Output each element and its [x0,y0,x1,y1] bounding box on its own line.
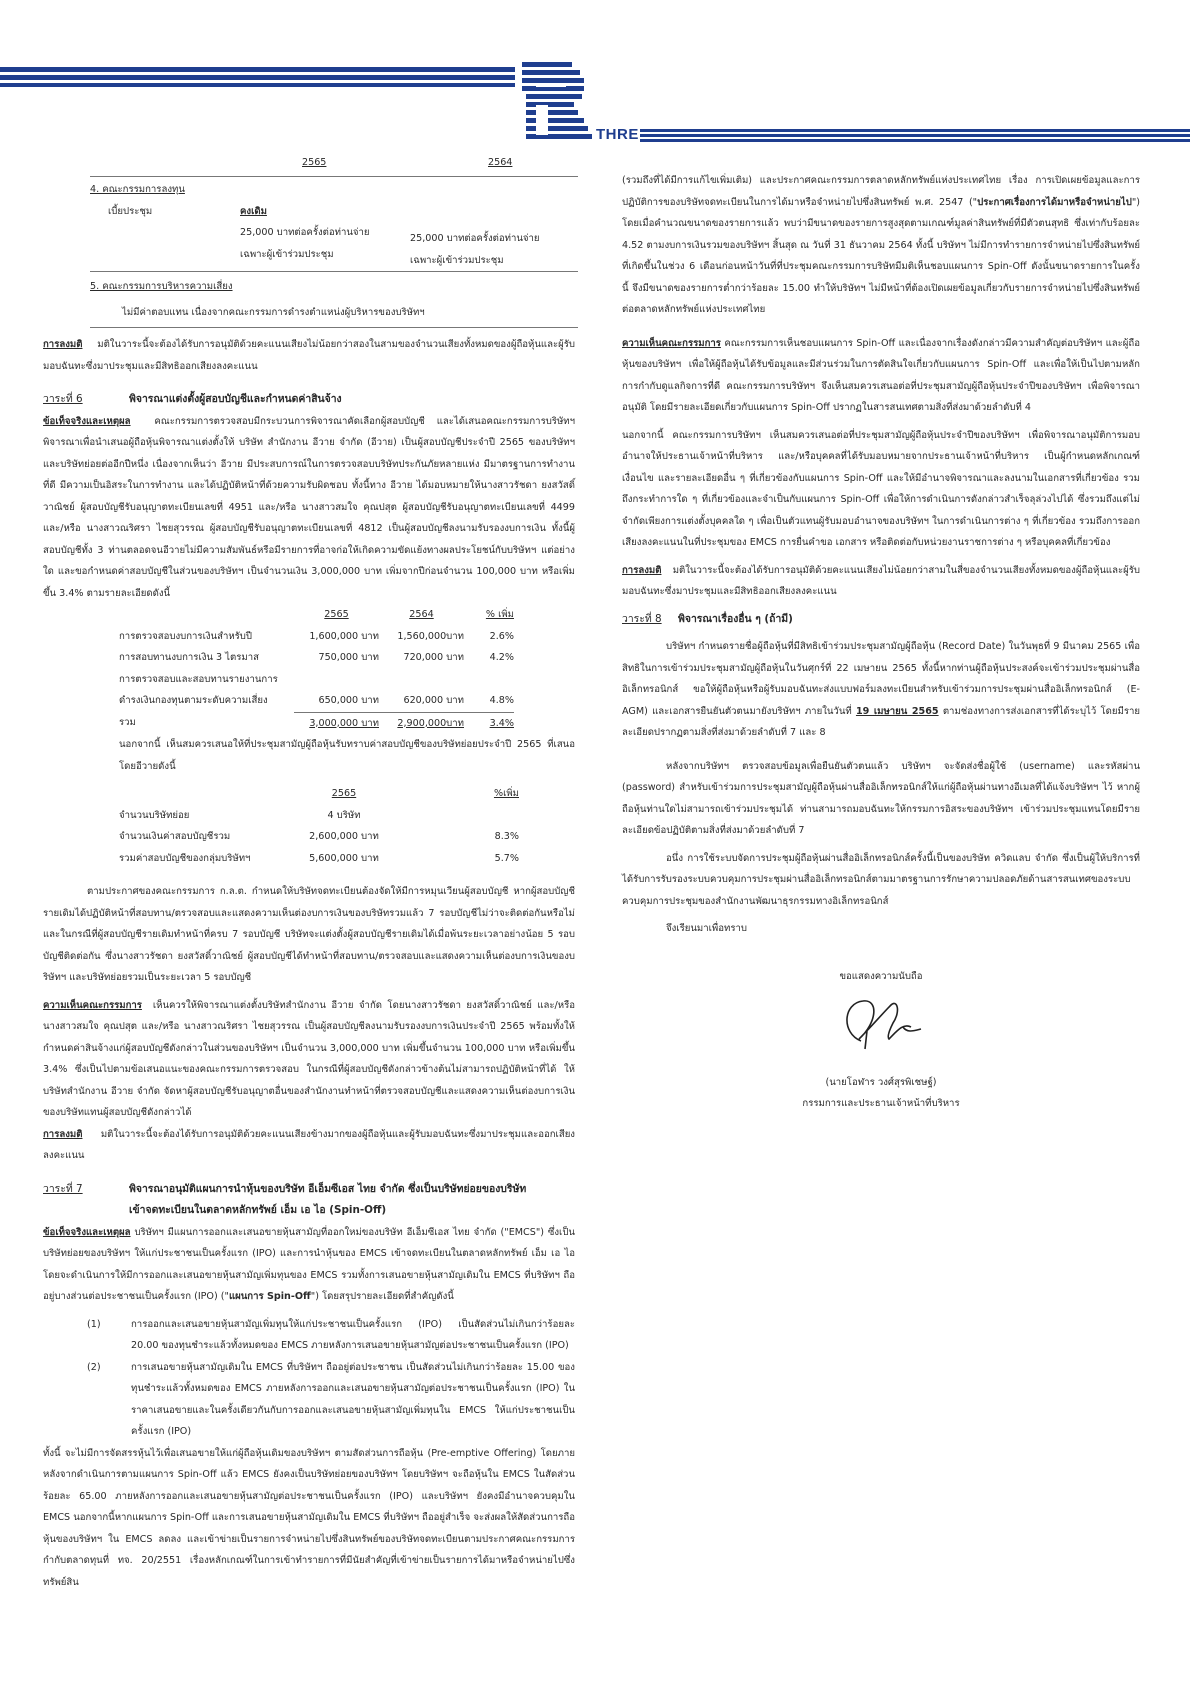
header-stripe [640,139,1190,142]
registration-deadline: 19 เมษายน 2565 [855,705,939,717]
salutation: ขอแสดงความนับถือ [839,970,923,982]
audit-fee-table [119,604,519,734]
table-row: การตรวจสอบและสอบทานรายงานการ [119,673,278,685]
table-row: การตรวจสอบงบการเงินสำหรับปี 1,600,000 บาท 1,560,000บาท 2.6% [119,630,514,642]
column-header: % เพิ่ม [485,609,514,620]
status-unchanged: คงเดิม [240,205,267,217]
right-column [622,170,1140,1115]
resolution-label: การลงมติ [43,339,83,350]
column-header: 2565 [324,609,349,620]
subsidiary-intro: นอกจากนี้ เห็นสมควรเสนอให้ที่ประชุมสามัญผู้ถือหุ้นรับทราบค่าสอบบัญชีของบริษัทย่อยประจำปี 2565 ที่เสนอโดยอีวายดังนี้ [119,739,575,772]
column-header-2565: 2565 [302,157,327,168]
table-row: จำนวนเงินค่าสอบบัญชีรวม 2,600,000 บาท 8.3% [119,831,519,842]
header-stripe [640,134,1190,137]
board-opinion-paragraph: ความเห็นคณะกรรมการ เห็นควรให้พิจารณาแต่งตั้งบริษัทสำนักงาน อีวาย จำกัด โดยนางสาวรัชดา ยงสวัสดิ์วาณิชย์ และ/หรือนางสาวสมใจ คุณปสุต และ/หรือ นางสาวณริศรา ไชยสุวรรณ เป็นผู้สอบบัญชีลงนามรับรองงบการเงินประจำปี 2565 พร้อมทั้งให้กำหนดค่าสินจ้างแก่ผู้สอบบัญชีดังกล่าวในส่วนของบริษัทฯ เป็นจำนวน 3,000,000 บาท เพิ่มขึ้นจำนวน 100,000 บาท หรือเพิ่มขึ้น 3.4% ซึ่งเป็นไปตามข้อเสนอแนะของคณะกรรมการตรวจสอบ ในกรณีที่ผู้สอบบัญชีดังกล่าวข้างต้นไม่สามารถปฏิบัติหน้าที่ได้ ให้บริษัทสำนักงาน อีวาย จำกัด จัดหาผู้สอบบัญชีรับอนุญาตอื่นของสำนักงานทำหน้าที่ตรวจสอบบัญชีและแสดงความเห็นต่องบการเงินของบริษัทแทนผู้สอบบัญชีดังกล่าวได้ [43,999,576,1118]
signatory-title: กรรมการและประธานเจ้าหน้าที่บริหาร [802,1098,960,1109]
authority-paragraph: นอกจากนี้ คณะกรรมการบริษัทฯ เห็นสมควรเสนอต่อที่ประชุมสามัญผู้ถือหุ้นประจำปีของบริษัทฯ เพื่อพิจารณาอนุมัติการมอบอำนาจให้ประธานเจ้าหน้าที่บริหาร และ/หรือบุคคลที่ได้รับมอบหมายจากประธานเจ้าหน้าที่บริหาร เป็นผู้กำหนดหลักเกณฑ์ เงื่อนไข และรายละเอียดอื่น ๆ ที่เกี่ยวข้องกับแผนการ Spin-Off และให้มีอำนาจพิจารณาและลงนามในเอกสารที่เกี่ยวข้อง รวมถึงกระทำการใด ๆ ที่เกี่ยวข้องและจำเป็นกับแผนการ Spin-Off เพื่อให้การดำเนินการดังกล่าวสำเร็จลุล่วงไปได้ ซึ่งรวมถึงแต่ไม่จำกัดเพียงการแต่งตั้งบุคคลใด ๆ เพื่อเป็นตัวแทนผู้รับมอบอำนาจของบริษัทฯ ในการดำเนินการต่าง ๆ ที่เกี่ยวข้อง รวมถึงการออกเสียงลงคะแนนในที่ประชุมของ EMCS การยื่นคำขอ เอกสาร หรือติดต่อกับหน่วยงานราชการต่าง ๆ หรือบุคคลที่เกี่ยวข้อง [622,429,1140,548]
company-logo-icon [522,62,592,142]
investment-committee-title: 4. คณะกรรมการลงทุน [90,184,185,195]
table-row: จำนวนบริษัทย่อย 4 บริษัท [119,809,361,821]
left-column [43,152,575,1593]
credentials-paragraph: หลังจากบริษัทฯ ตรวจสอบข้อมูลเพื่อยืนยันตัวตนแล้ว บริษัทฯ จะจัดส่งชื่อผู้ใช้ (username) และรหัสผ่าน (password) สำหรับเข้าร่วมการประชุมสามัญผู้ถือหุ้นผ่านสื่ออิเล็กทรอนิกส์ให้แก่ผู้ถือหุ้นผ่านทางอีเมลที่ได้แจ้งบริษัทฯ ไว้ หากผู้ถือหุ้นท่านใดไม่สามารถเข้าร่วมประชุมได้ ท่านสามารถมอบฉันทะให้กรรมการอิสระของบริษัทฯ เข้าร่วมประชุมแทนโดยมีรายละเอียดข้อปฏิบัติตามสิ่งที่ส่งมาด้วยลำดับที่ 7 [622,760,1140,836]
facts-paragraph: ข้อเท็จจริงและเหตุผล คณะกรรมการตรวจสอบมีกระบวนการพิจารณาคัดเลือกผู้สอบบัญชี และได้เสนอคณะกรรมการบริษัทฯ พิจารณาเพื่อนำเสนอผู้ถือหุ้นพิจารณาแต่งตั้งให้ บริษัท สำนักงาน อีวาย จำกัด (อีวาย) เป็นผู้สอบบัญชีประจำปี 2565 ของบริษัทฯ และบริษัทย่อยต่ออีกปีหนึ่ง เนื่องจากเห็นว่า อีวาย มีประสบการณ์ในการตรวจสอบบริษัทประกันภัยหลายแห่ง มีมาตรฐานการทำงานที่ดี มีความเป็นอิสระในการทำงาน และได้ปฏิบัติหน้าที่ด้วยความรับผิดชอบ ทั้งนี้ทาง อีวาย ได้มอบหมายให้นางสาวรัชดา ยงสวัสดิ์วาณิชย์ ผู้สอบบัญชีรับอนุญาตทะเบียนเลขที่ 4951 และ/หรือ นางสาวสมใจ คุณปสุต ผู้สอบบัญชีรับอนุญาตทะเบียนเลขที่ 4499 และ/หรือ นางสาวณริศรา ไชยสุวรรณ ผู้สอบบัญชีรับอนุญาตทะเบียนเลขที่ 4812 เป็นผู้สอบบัญชีลงนามรับรองงบการเงิน ทั้งนี้ผู้สอบบัญชีทั้ง 3 ท่านตลอดจนอีวายไม่มีความสัมพันธ์หรือมีรายการที่อาจก่อให้เกิดความขัดแย้งทางผลประโยชน์กับบริษัทฯ แต่อย่างใด และขอกำหนดค่าสอบบัญชีในส่วนของบริษัทฯ เป็นจำนวนเงิน 3,000,000 บาท เพิ่มจากปีก่อนจำนวน 100,000 บาท หรือเพิ่มขึ้น 3.4% ตามรายละเอียดดังนี้ [43,415,575,599]
agenda-7-subheading: เข้าจดทะเบียนในตลาดหลักทรัพย์ เอ็ม เอ ไอ (Spin-Off) [129,1204,387,1216]
record-date-paragraph: บริษัทฯ กำหนดรายชื่อผู้ถือหุ้นที่มีสิทธิเข้าร่วมประชุมสามัญผู้ถือหุ้น (Record Date) ในวันพุธที่ 9 มีนาคม 2565 เพื่อสิทธิในการเข้าร่วมประชุมสามัญผู้ถือหุ้นในวันศุกร์ที่ 22 เมษายน 2565 ทั้งนี้หากท่านผู้ถือหุ้นประสงค์จะเข้าร่วมประชุมผ่านสื่ออิเล็กทรอนิกส์ ขอให้ผู้ถือหุ้นหรือผู้รับมอบฉันทะส่งแบบฟอร์มลงทะเบียนสำหรับเข้าร่วมการประชุมผ่านสื่ออิเล็กทรอนิกส์ (E-AGM) และเอกสารยืนยันตัวตนมายังบริษัทฯ ภายในวันที่ 19 เมษายน 2565 ตามช่องทางการส่งเอกสารที่ได้ระบุไว้ โดยมีรายละเอียดปรากฏตามสิ่งที่ส่งมาด้วยลำดับที่ 7 และ 8 [622,641,1140,738]
meeting-allowance-label: เบี้ยประชุม [108,205,153,217]
fee-2564-line1: 25,000 บาทต่อครั้งต่อท่านจ่าย [410,233,540,244]
agenda-8-heading: วาระที่ 8 พิจารณาเรื่องอื่น ๆ (ถ้ามี) [622,612,793,625]
table-total-row: รวม 3,000,000 บาท 2,900,000บาท 3.4% [119,712,519,735]
fee-2564-line2: เฉพาะผู้เข้าร่วมประชุม [410,254,504,266]
list-item: (1) การออกและเสนอขายหุ้นสามัญเพิ่มทุนให้แก่ประชาชนเป็นครั้งแรก (IPO) เป็นสัดส่วนไม่เกินกว่าร้อยละ 20.00 ของทุนชำระแล้วทั้งหมดของ EMCS ภายหลังการเสนอขายหุ้นสามัญต่อประชาชนเป็นครั้งแรก (IPO) [87,1318,575,1351]
list-item: (2) การเสนอขายหุ้นสามัญเดิมใน EMCS ที่บริษัทฯ ถืออยู่ต่อประชาชน เป็นสัดส่วนไม่เกินกว่าร้อยละ 15.00 ของทุนชำระแล้วทั้งหมดของ EMCS ภายหลังการออกและเสนอขายหุ้นสามัญต่อประชาชนเป็นครั้งแรก (IPO) ในราคาเสนอขายและในครั้งเดียวกันกับการออกและเสนอขายหุ้นสามัญเพิ่มทุนใน EMCS ให้แก่ประชาชนเป็นครั้งแรก (IPO) [87,1361,575,1437]
header-stripe [640,129,1190,132]
header-stripe [0,67,515,72]
table-row: การสอบทานงบการเงิน 3 ไตรมาส 750,000 บาท 720,000 บาท 4.2% [119,652,514,663]
system-paragraph: อนึ่ง การใช้ระบบจัดการประชุมผู้ถือหุ้นผ่านสื่ออิเล็กทรอนิกส์ครั้งนี้เป็นของบริษัท ควิดแลบ จำกัด ซึ่งเป็นผู้ให้บริการที่ได้รับการรับรองระบบควบคุมการประชุมผ่านสื่ออิเล็กทรอนิกส์ตามมาตรฐานการรักษาความปลอดภัยด้านสารสนเทศของระบบควบคุมการประชุมของสำนักงานพัฒนาธุรกรรมทางอิเล็กทรอนิกส์ [622,852,1140,907]
resolution-paragraph: การลงมติ มติในวาระนี้จะต้องได้รับการอนุมัติด้วยคะแนนเสียงไม่น้อยกว่าสามในสี่ของจำนวนเสียงทั้งหมดของผู้ถือหุ้นและผู้รับมอบฉันทะซึ่งมาประชุมและมีสิทธิออกเสียงลงคะแนน [622,564,1140,597]
signature-icon [831,993,941,1053]
fee-2565-line2: เฉพาะผู้เข้าร่วมประชุม [240,248,334,260]
table-row: รวมค่าสอบบัญชีของกลุ่มบริษัทฯ 5,600,000 บาท 5.7% [119,852,519,864]
continued-paragraph: (รวมถึงที่ได้มีการแก้ไขเพิ่มเติม) และประกาศคณะกรรมการตลาดหลักทรัพย์แห่งประเทศไทย เรื่อง การเปิดเผยข้อมูลและการปฏิบัติการของบริษัทจดทะเบียนในการได้มาหรือจำหน่ายไปซึ่งสินทรัพย์ พ.ศ. 2547 ("ประกาศเรื่องการได้มาหรือจำหน่ายไป") โดยเมื่อคำนวณขนาดของรายการแล้ว พบว่ามีขนาดของรายการสูงสุดตามเกณฑ์มูลค่าสินทรัพย์ที่มีตัวตนสุทธิ ซึ่งเท่ากับร้อยละ 4.52 ตามงบการเงินรวมของบริษัทฯ สิ้นสุด ณ วันที่ 31 ธันวาคม 2564 ทั้งนี้ บริษัทฯ ไม่มีการทำรายการจำหน่ายไปซึ่งสินทรัพย์ที่เกิดขึ้นในช่วง 6 เดือนก่อนหน้าวันที่ที่ประชุมคณะกรรมการบริษัทมีมติเห็นชอบแผนการ Spin-Off ดังนั้นขนาดรายการในครั้งนี้ จึงมีขนาดของรายการต่ำกว่าร้อยละ 15.00 ทำให้บริษัทฯ ไม่มีหน้าที่ต้องเปิดเผยข้อมูลเกี่ยวกับรายการจำหน่ายไปซึ่งสินทรัพย์ต่อตลาดหลักทรัพย์แห่งประเทศไทย [622,175,1140,315]
column-header: 2565 [331,788,357,799]
company-logo-text: THRE [596,126,639,143]
rotation-paragraph: ตามประกาศของคณะกรรมการ ก.ล.ต. กำหนดให้บริษัทจดทะเบียนต้องจัดให้มีการหมุนเวียนผู้สอบบัญชี หากผู้สอบบัญชีรายเดิมได้ปฏิบัติหน้าที่สอบทาน/ตรวจสอบและแสดงความเห็นต่องบการเงินของบริษัทรวมแล้ว 7 รอบบัญชีไม่ว่าจะติดต่อกันหรือไม่ และในกรณีที่ผู้สอบบัญชีรายเดิมทำหน้าที่ครบ 7 รอบบัญชี บริษัทจะแต่งตั้งผู้สอบบัญชีรายเดิมได้เมื่อพ้นระยะเวลาอย่างน้อย 5 รอบบัญชีติดต่อกัน ซึ่งนางสาวรัชดา ยงสวัสดิ์วาณิชย์ ผู้สอบบัญชีได้ทำหน้าที่สอบทาน/ตรวจสอบและแสดงความเห็นต่องบการเงินของบริษัทฯ และบริษัทย่อยรวมเป็นระยะเวลา 5 รอบบัญชี [43,886,575,983]
preemptive-paragraph: ทั้งนี้ จะไม่มีการจัดสรรหุ้นไว้เพื่อเสนอขายให้แก่ผู้ถือหุ้นเดิมของบริษัทฯ ตามสัดส่วนการถือหุ้น (Pre-emptive Offering) โดยภายหลังจากดำเนินการตามแผนการ Spin-Off แล้ว EMCS ยังคงเป็นบริษัทย่อยของบริษัทฯ โดยบริษัทฯ จะถือหุ้นใน EMCS ในสัดส่วนร้อยละ 65.00 ภายหลังการออกและเสนอขายหุ้นสามัญต่อประชาชนเป็นครั้งแรก (IPO) และบริษัทฯ ยังคงมีอำนาจควบคุมใน EMCS นอกจากนี้หากแผนการ Spin-Off และการเสนอขายหุ้นสามัญเดิมใน EMCS ที่บริษัทฯ ถืออยู่สำเร็จ จะส่งผลให้สัดส่วนการถือหุ้นของบริษัทฯ ใน EMCS ลดลง และเข้าข่ายเป็นรายการจำหน่ายไปซึ่งสินทรัพย์ของบริษัทจดทะเบียนตามประกาศคณะกรรมการกำกับตลาดทุนที่ ทจ. 20/2551 เรื่องหลักเกณฑ์ในการเข้าทำรายการที่มีนัยสำคัญที่เข้าข่ายเป็นรายการได้มาหรือจำหน่ายไปซึ่งทรัพย์สิน [43,1447,575,1588]
board-opinion-paragraph: ความเห็นคณะกรรมการ คณะกรรมการเห็นชอบแผนการ Spin-Off และเนื่องจากเรื่องดังกล่าวมีความสำคัญต่อบริษัทฯ และผู้ถือหุ้นของบริษัทฯ เพื่อให้ผู้ถือหุ้นได้รับข้อมูลและมีส่วนร่วมในการตัดสินใจเกี่ยวกับแผนการ Spin-Off และเพื่อให้เป็นไปตามหลักการกำกับดูแลกิจการที่ดี คณะกรรมการบริษัทฯ จึงเห็นสมควรเสนอต่อที่ประชุมสามัญผู้ถือหุ้นประจำปีของบริษัทฯ เพื่อพิจารณาอนุมัติ โดยมีรายละเอียดเกี่ยวกับแผนการ Spin-Off ปรากฏในสารสนเทศตามสิ่งที่ส่งมาด้วยลำดับที่ 4 [622,337,1140,413]
resolution-paragraph: การลงมติ มติในวาระนี้จะต้องได้รับการอนุมัติด้วยคะแนนเสียงข้างมากของผู้ถือหุ้นและผู้รับมอบฉันทะซึ่งมาประชุมและออกเสียงลงคะแนน [43,1128,575,1161]
signature-block [622,966,1140,1115]
column-header-2564: 2564 [488,157,513,168]
header-stripe [0,83,515,87]
column-header: %เพิ่ม [493,788,519,799]
agenda-7-heading: วาระที่ 7 พิจารณาอนุมัติแผนการนำหุ้นของบริษัท อีเอ็มซีเอส ไทย จำกัด ซึ่งเป็นบริษัทย่อยของบริษัท [43,1182,527,1195]
header-stripe [0,75,515,80]
table-row: ดำรงเงินกองทุนตามระดับความเสี่ยง 650,000 บาท 620,000 บาท 4.8% [119,695,514,706]
column-header: 2564 [409,609,434,620]
signatory-name: (นายโอฬาร วงศ์สุรพิเชษฐ์) [825,1076,937,1088]
closing-line: จึงเรียนมาเพื่อทราบ [666,923,747,934]
risk-committee-title: 5. คณะกรรมการบริหารความเสี่ยง [90,281,233,292]
committee-fee-table [90,152,578,328]
facts-paragraph: ข้อเท็จจริงและเหตุผล บริษัทฯ มีแผนการออกและเสนอขายหุ้นสามัญที่ออกใหม่ของบริษัท อีเอ็มซีเอส ไทย จำกัด ("EMCS") ซึ่งเป็นบริษัทย่อยของบริษัทฯ ให้แก่ประชาชนเป็นครั้งแรก (IPO) และการนำหุ้นของ EMCS เข้าจดทะเบียนในตลาดหลักทรัพย์ เอ็ม เอ ไอ โดยจะดำเนินการให้มีการออกและเสนอขายหุ้นสามัญเพิ่มทุนของ EMCS รวมทั้งการเสนอขายหุ้นสามัญเดิมใน EMCS ที่บริษัทฯ ถืออยู่บางส่วนต่อประชาชนเป็นครั้งแรก (IPO) ("แผนการ Spin-Off") โดยสรุปรายละเอียดที่สำคัญดังนี้ [43,1226,575,1302]
agenda-6-heading: วาระที่ 6 พิจารณาแต่งตั้งผู้สอบบัญชีและกำหนดค่าสินจ้าง [43,393,342,405]
subsidiary-fee-table [119,783,519,869]
risk-committee-note: ไม่มีค่าตอบแทน เนื่องจากคณะกรรมการดำรงตำแหน่งผู้บริหารของบริษัทฯ [90,298,578,329]
letterhead [0,0,1190,150]
resolution-paragraph: การลงมติ มติในวาระนี้จะต้องได้รับการอนุมัติด้วยคะแนนเสียงไม่น้อยกว่าสองในสามของจำนวนเสียงทั้งหมดของผู้ถือหุ้นและผู้รับมอบฉันทะซึ่งมาประชุมและมีสิทธิออกเสียงลงคะแนน [43,339,575,372]
fee-2565-line1: 25,000 บาทต่อครั้งต่อท่านจ่าย [240,227,370,238]
